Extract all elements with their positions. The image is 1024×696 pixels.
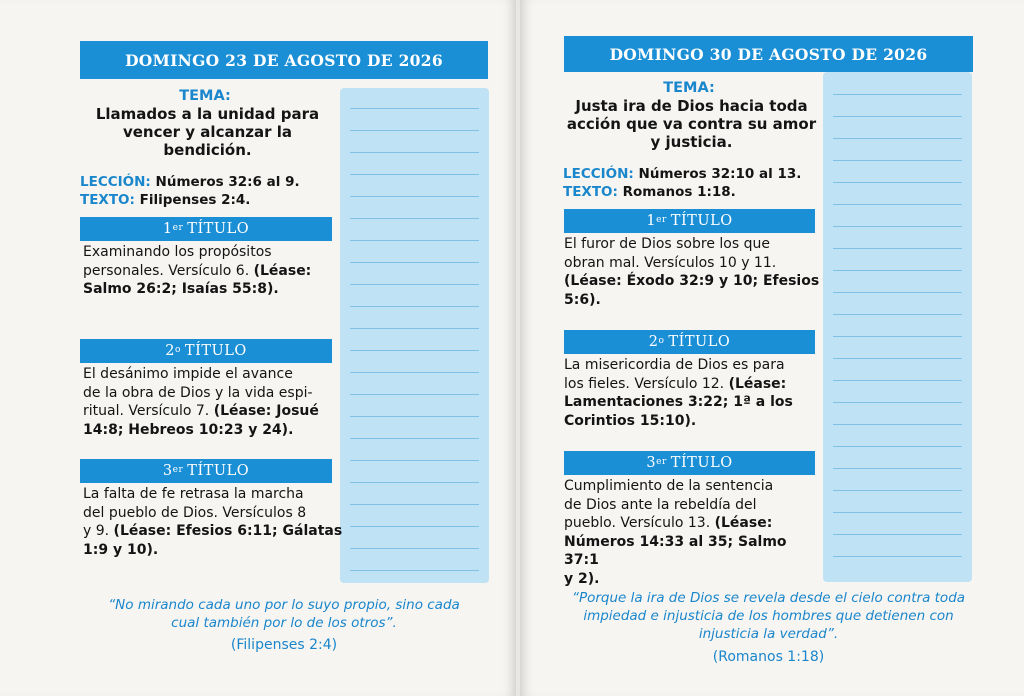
note-line [350,218,479,219]
left-titulo-3-text: La falta de fe retrasa la marcha del pueblo de Dios. Versículos 8 y 9. (Léase: Efesios 6:11; Gálatas 1:9 y 10). [83,486,343,558]
note-line [833,380,962,381]
right-leccion: LECCIÓN: Números 32:10 al 13. [563,166,802,182]
note-line [350,306,479,307]
note-line [350,526,479,527]
right-notes-panel [823,72,972,582]
right-titulo-3-text: Cumplimiento de la sentencia de Dios ante la rebeldía del pueblo. Versículo 13. (Léase: Números 14:33 al 35; Salmo 37:1 y 2). [564,478,787,587]
left-titulo-3-bar: 3 $^{er}$ TÍTULO [80,459,332,483]
note-line [833,358,962,359]
note-line [833,336,962,337]
note-line [833,446,962,447]
right-tema-text: Justa ira de Dios hacia toda acción que va contra su amor y justicia. [566,97,817,151]
note-line [350,350,479,351]
note-line [350,196,479,197]
note-line [350,130,479,131]
note-line [833,314,962,315]
note-line [833,490,962,491]
left-leccion: LECCIÓN: Números 32:6 al 9. [80,174,300,190]
note-line [833,556,962,557]
note-line [833,292,962,293]
note-line [350,438,479,439]
note-line [350,174,479,175]
note-line [350,372,479,373]
left-date-header: DOMINGO 23 DE AGOSTO DE 2026 [80,41,488,79]
left-tema-label: TEMA: [179,88,231,104]
left-titulo-2-text: El desánimo impide el avance de la obra de Dios y la vida espi- ritual. Versículo 7. (Léase: Josué 14:8; Hebreos 10:23 y 24). [83,366,319,438]
note-line [833,204,962,205]
right-titulo-1-text: El furor de Dios sobre los que obran mal. Versículos 10 y 11. (Léase: Éxodo 32:9 y 10; Efesios 5:6). [564,236,820,308]
left-titulo-1-text: Examinando los propósitos personales. Versículo 6. (Léase: Salmo 26:2; Isaías 55:8). [83,244,312,297]
note-line [350,152,479,153]
left-titulo-1-bar: 1 $^{er}$ TÍTULO [80,217,332,241]
note-line [350,504,479,505]
right-titulo-2-bar: 2 $^o$ TÍTULO [564,330,815,354]
note-line [350,482,479,483]
note-line [350,570,479,571]
right-date-header: DOMINGO 30 DE AGOSTO DE 2026 [564,36,973,72]
left-notes-panel [340,88,489,583]
note-line [833,94,962,95]
note-line [350,262,479,263]
left-tema-text: Llamados a la unidad para vencer y alcanzar la bendición. [95,105,320,159]
note-line [833,512,962,513]
left-quote-ref: (Filipenses 2:4) [230,637,338,653]
note-line [350,284,479,285]
note-line [833,160,962,161]
note-line [833,468,962,469]
note-line [350,548,479,549]
note-line [833,424,962,425]
note-line [350,460,479,461]
note-line [833,534,962,535]
note-line [833,226,962,227]
note-line [833,182,962,183]
right-quote: “Porque la ira de Dios se revela desde el cielo contra toda impiedad e injusticia de los hombres que detienen con injusticia la verdad”. [571,590,966,642]
note-line [350,416,479,417]
note-line [350,240,479,241]
left-texto: TEXTO: Filipenses 2:4. [80,192,251,208]
note-line [833,402,962,403]
right-page [520,0,1024,696]
note-line [350,394,479,395]
right-texto: TEXTO: Romanos 1:18. [563,184,736,200]
right-titulo-2-text: La misericordia de Dios es para los fieles. Versículo 12. (Léase: Lamentaciones 3:22; 1ª a los Corintios 15:10). [564,357,793,429]
right-titulo-1-bar: 1 $^{er}$ TÍTULO [564,209,815,233]
left-quote: “No mirando cada uno por lo suyo propio, sino cada cual también por lo de los otros”. [108,597,460,631]
right-tema-label: TEMA: [663,80,715,96]
note-line [833,248,962,249]
right-titulo-3-bar: 3 $^{er}$ TÍTULO [564,451,815,475]
left-titulo-2-bar: 2 $^o$ TÍTULO [80,339,332,363]
note-line [833,116,962,117]
note-line [833,138,962,139]
right-quote-ref: (Romanos 1:18) [712,649,825,665]
note-line [350,328,479,329]
note-line [833,270,962,271]
note-line [350,108,479,109]
